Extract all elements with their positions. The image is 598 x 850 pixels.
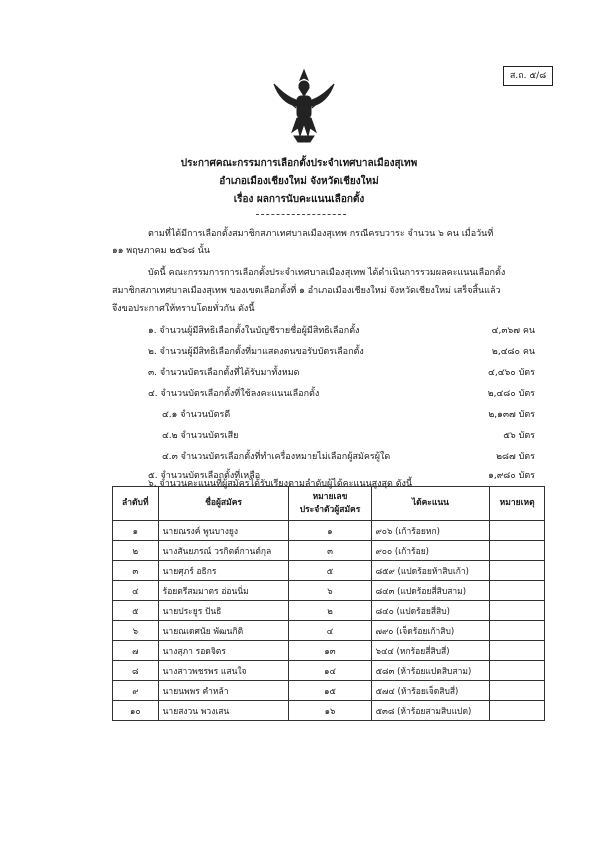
header-name: ชื่อผู้สมัคร xyxy=(158,487,289,521)
form-code-box: ส.ถ. ๕/๘ xyxy=(503,66,553,86)
table-row xyxy=(113,561,545,581)
table-row xyxy=(113,681,545,701)
paragraph-2-line-1: บัดนี้ คณะกรรมการการเลือกตั้งประจำเทศบาลเมืองสุเทพ ได้ดำเนินการรวมผลคะแนนเลือกตั้ง xyxy=(148,268,506,278)
cell-rank: ๒ xyxy=(113,541,159,561)
table-row xyxy=(113,701,545,721)
cell-candidate-name: นางสาวพชรพร แสนใจ xyxy=(158,661,289,681)
cell-rank: ๖ xyxy=(113,621,159,641)
cell-rank: ๓ xyxy=(113,561,159,581)
header-rank: ลำดับที่ xyxy=(113,487,159,521)
table-row xyxy=(113,541,545,561)
table-row xyxy=(113,621,545,641)
cell-note xyxy=(490,521,545,541)
cell-candidate-number: ๕ xyxy=(289,561,371,581)
cell-note xyxy=(490,601,545,621)
cell-note xyxy=(490,541,545,561)
item-ballots-received-value: ๔,๔๖๐ บัตร xyxy=(488,368,535,378)
item-turnout-label: ๒. จำนวนผู้มีสิทธิเลือกตั้งที่มาแสดงตนขอรับบัตรเลือกตั้ง xyxy=(148,347,364,357)
cell-votes: ๕๗๔ (ห้าร้อยเจ็ดสิบสี่) xyxy=(371,681,490,701)
item-candidate-scores-label: ๖. จำนวนคะแนนที่ผู้สมัครได้รับเรียงตามลำดับผู้ได้คะแนนสูงสุด ดังนี้ xyxy=(148,479,413,489)
cell-note xyxy=(490,661,545,681)
cell-rank: ๑ xyxy=(113,521,159,541)
header-number-line1: หมายเลข xyxy=(312,491,348,502)
garuda-emblem-icon xyxy=(270,66,338,146)
cell-votes: ๗๙๐ (เจ็ดร้อยเก้าสิบ) xyxy=(371,621,490,641)
cell-votes: ๙๐๖ (เก้าร้อยหก) xyxy=(371,521,490,541)
cell-votes: ๕๓๘ (ห้าร้อยสามสิบแปด) xyxy=(371,701,490,721)
paragraph-2-line-3: จึงขอประกาศให้ทราบโดยทั่วกัน ดังนี้ xyxy=(112,304,255,314)
table-row xyxy=(113,641,545,661)
cell-candidate-name: นางสุภา รอดจิตร xyxy=(158,641,289,661)
cell-candidate-number: ๑ xyxy=(289,521,371,541)
cell-rank: ๗ xyxy=(113,641,159,661)
cell-note xyxy=(490,621,545,641)
cell-candidate-number: ๔ xyxy=(289,621,371,641)
cell-candidate-name: นางสันยภรณ์ วรกิตต์กานต์กุล xyxy=(158,541,289,561)
cell-note xyxy=(490,701,545,721)
cell-candidate-name: นายณรงค์ พูนบางยูง xyxy=(158,521,289,541)
district-province: อำเภอเมืองเชียงใหม่ จังหวัดเชียงใหม่ xyxy=(219,176,379,187)
cell-candidate-number: ๑๓ xyxy=(289,641,371,661)
cell-candidate-name: นายศุภร์ อธิกร xyxy=(158,561,289,581)
header-number-line2: ประจำตัวผู้สมัคร xyxy=(299,504,361,515)
cell-rank: ๔ xyxy=(113,581,159,601)
item-ballots-used-label: ๔. จำนวนบัตรเลือกตั้งที่ใช้ลงคะแนนเลือกตั้ง xyxy=(148,389,320,399)
cell-candidate-number: ๖ xyxy=(289,581,371,601)
subject-line: เรื่อง ผลการนับคะแนนเลือกตั้ง xyxy=(233,194,365,205)
item-ballots-used-value: ๒,๔๘๐ บัตร xyxy=(487,389,535,399)
item-spoiled-ballots-value: ๕๖ บัตร xyxy=(503,431,535,441)
cell-note xyxy=(490,561,545,581)
table-row xyxy=(113,601,545,621)
item-ballots-received-label: ๓. จำนวนบัตรเลือกตั้งที่ได้รับมาทั้งหมด xyxy=(148,368,300,378)
cell-votes: ๘๕๙ (แปดร้อยห้าสิบเก้า) xyxy=(371,561,490,581)
item-remaining-ballots-value: ๑,๙๘๐ บัตร xyxy=(488,471,535,481)
cell-candidate-number: ๑๕ xyxy=(289,681,371,701)
table-header-row xyxy=(113,487,545,521)
paragraph-1-line-2: ๑๑ พฤษภาคม ๒๕๖๘ นั้น xyxy=(112,246,210,256)
cell-candidate-name: นายประยูร ปันธิ xyxy=(158,601,289,621)
table-row xyxy=(113,581,545,601)
cell-votes: ๕๘๓ (ห้าร้อยแปดสิบสาม) xyxy=(371,661,490,681)
cell-candidate-name: นายณเดศนัย พัฒนกิติ xyxy=(158,621,289,641)
cell-rank: ๘ xyxy=(113,661,159,681)
cell-note xyxy=(490,641,545,661)
announcement-title: ประกาศคณะกรรมการเลือกตั้งประจำเทศบาลเมืองสุเทพ xyxy=(180,158,418,169)
header-divider xyxy=(256,214,346,215)
header-note: หมายเหตุ xyxy=(490,487,545,521)
item-good-ballots-label: ๔.๑ จำนวนบัตรดี xyxy=(162,410,231,420)
cell-votes: ๙๐๐ (เก้าร้อย) xyxy=(371,541,490,561)
cell-note xyxy=(490,581,545,601)
paragraph-1-line-1: ตามที่ได้มีการเลือกตั้งสมาชิกสภาเทศบาลเมืองสุเทพ กรณีครบวาระ จำนวน ๖ คน เมื่อวันที่ xyxy=(148,229,494,239)
cell-candidate-number: ๒ xyxy=(289,601,371,621)
cell-note xyxy=(490,681,545,701)
cell-votes: ๖๔๔ (หกร้อยสี่สิบสี่) xyxy=(371,641,490,661)
header-number xyxy=(289,487,371,521)
item-good-ballots-value: ๒,๑๓๗ บัตร xyxy=(488,410,535,420)
paragraph-2-line-2: สมาชิกสภาเทศบาลเมืองสุเทพ ของเขตเลือกตั้งที่ ๑ อำเภอเมืองเชียงใหม่ จังหวัดเชียงใหม่ เสร็จสิ้นแล้ว xyxy=(112,286,501,296)
cell-rank: ๕ xyxy=(113,601,159,621)
item-no-vote-ballots-value: ๒๘๗ บัตร xyxy=(496,452,535,462)
results-table xyxy=(112,486,545,721)
item-spoiled-ballots-label: ๔.๒ จำนวนบัตรเสีย xyxy=(162,431,239,441)
cell-candidate-number: ๑๖ xyxy=(289,701,371,721)
cell-candidate-number: ๓ xyxy=(289,541,371,561)
item-no-vote-ballots-label: ๔.๓ จำนวนบัตรเลือกตั้งที่ทำเครื่องหมายไม่เลือกผู้สมัครผู้ใด xyxy=(162,452,391,462)
cell-candidate-name: นายนพพร คำหล้า xyxy=(158,681,289,701)
header-votes: ได้คะแนน xyxy=(371,487,490,521)
cell-candidate-name: นายสงวน พวงเสน xyxy=(158,701,289,721)
cell-votes: ๘๔๐ (แปดร้อยสี่สิบ) xyxy=(371,601,490,621)
table-row xyxy=(113,661,545,681)
cell-candidate-name: ร้อยตรีสมมาตร อ่อนนิ่ม xyxy=(158,581,289,601)
item-eligible-voters-label: ๑. จำนวนผู้มีสิทธิเลือกตั้งในบัญชีรายชื่อผู้มีสิทธิเลือกตั้ง xyxy=(148,326,360,336)
item-remaining-ballots-label: ๕. จำนวนบัตรเลือกตั้งที่เหลือ xyxy=(148,471,261,481)
cell-candidate-number: ๑๔ xyxy=(289,661,371,681)
cell-rank: ๙ xyxy=(113,681,159,701)
item-eligible-voters-value: ๔,๓๖๗ คน xyxy=(491,326,535,336)
cell-votes: ๘๔๓ (แปดร้อยสี่สิบสาม) xyxy=(371,581,490,601)
item-turnout-value: ๒,๔๘๐ คน xyxy=(491,347,535,357)
cell-rank: ๑๐ xyxy=(113,701,159,721)
table-row xyxy=(113,521,545,541)
